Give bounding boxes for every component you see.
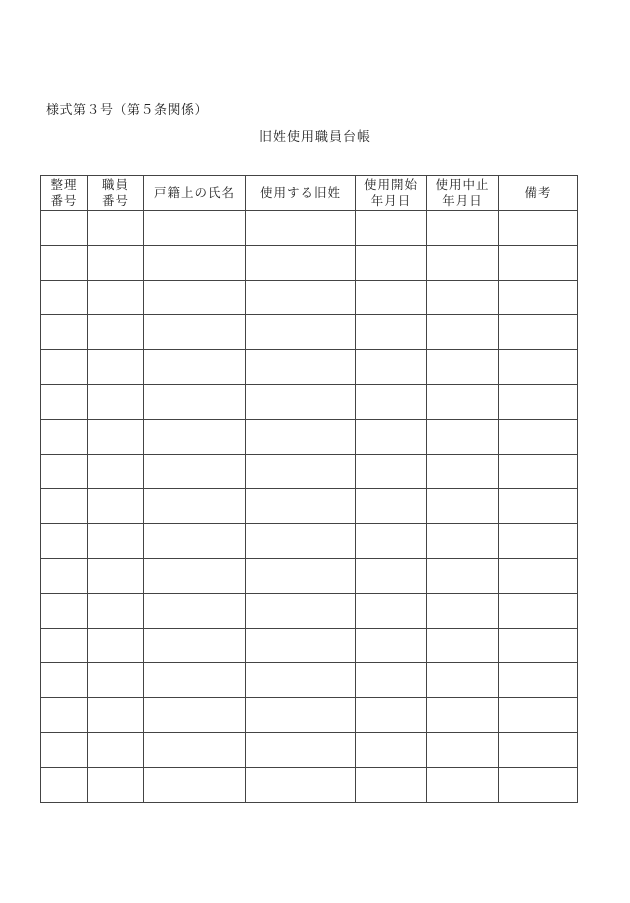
table-row: [41, 628, 578, 663]
header-koseki-name-text: 戸籍上の氏名: [153, 185, 235, 200]
header-row: [41, 176, 578, 211]
table-row: [41, 350, 578, 385]
table-cell: [356, 732, 427, 767]
table-cell: [144, 211, 246, 246]
header-seiri-bango-line1: 整理: [50, 177, 78, 192]
table-cell: [427, 280, 499, 315]
table-cell: [356, 524, 427, 559]
table-cell: [41, 593, 88, 628]
table-cell: [499, 663, 578, 698]
table-cell: [41, 245, 88, 280]
table-cell: [41, 384, 88, 419]
header-shokuin-bango: [88, 176, 144, 211]
table-cell: [41, 558, 88, 593]
header-stop-date-line1: 使用中止: [435, 177, 490, 192]
table-row: [41, 767, 578, 802]
table-cell: [356, 698, 427, 733]
table-cell: [246, 419, 356, 454]
table-cell: [427, 489, 499, 524]
table-cell: [144, 280, 246, 315]
table-cell: [41, 350, 88, 385]
table-cell: [356, 245, 427, 280]
table-cell: [144, 593, 246, 628]
header-stop-date: [427, 176, 499, 211]
table-cell: [427, 628, 499, 663]
table-cell: [246, 211, 356, 246]
table-cell: [144, 489, 246, 524]
header-start-date-line1: 使用開始: [363, 177, 418, 192]
table-cell: [499, 211, 578, 246]
table-cell: [144, 245, 246, 280]
form-number-label: 様式第３号（第５条関係）: [46, 103, 209, 118]
table-cell: [499, 698, 578, 733]
table-cell: [427, 350, 499, 385]
table-cell: [144, 315, 246, 350]
header-seiri-bango-line2: 番号: [50, 193, 78, 208]
table-cell: [246, 558, 356, 593]
table-cell: [88, 663, 144, 698]
header-seiri-bango: [41, 176, 88, 211]
table-row: [41, 593, 578, 628]
table-cell: [499, 454, 578, 489]
table-row: [41, 211, 578, 246]
table-cell: [41, 698, 88, 733]
table-row: [41, 558, 578, 593]
register-table: [40, 175, 578, 803]
table-cell: [499, 628, 578, 663]
table-cell: [246, 593, 356, 628]
table-cell: [88, 628, 144, 663]
table-cell: [88, 698, 144, 733]
table-cell: [88, 593, 144, 628]
table-cell: [88, 245, 144, 280]
table-cell: [144, 524, 246, 559]
table-row: [41, 524, 578, 559]
table-cell: [427, 524, 499, 559]
table-cell: [427, 384, 499, 419]
table-cell: [499, 593, 578, 628]
table-cell: [88, 558, 144, 593]
table-cell: [144, 558, 246, 593]
table-cell: [144, 732, 246, 767]
table-cell: [88, 489, 144, 524]
table-row: [41, 732, 578, 767]
table-cell: [427, 245, 499, 280]
header-start-date: [356, 176, 427, 211]
table-cell: [427, 315, 499, 350]
table-cell: [246, 698, 356, 733]
table-cell: [41, 524, 88, 559]
table-cell: [144, 767, 246, 802]
table-cell: [499, 384, 578, 419]
header-start-date-line2: 年月日: [370, 193, 412, 208]
table-cell: [356, 454, 427, 489]
table-cell: [144, 698, 246, 733]
header-koseki-name: [144, 176, 246, 211]
header-kyusei: [246, 176, 356, 211]
table-cell: [41, 663, 88, 698]
register-body: [41, 211, 578, 803]
table-cell: [427, 732, 499, 767]
table-cell: [88, 384, 144, 419]
table-cell: [88, 280, 144, 315]
table-cell: [88, 524, 144, 559]
table-cell: [356, 558, 427, 593]
document-title: [0, 126, 630, 145]
table-cell: [41, 280, 88, 315]
table-row: [41, 315, 578, 350]
table-cell: [246, 489, 356, 524]
document-title-text: 旧姓使用職員台帳: [258, 130, 371, 145]
table-cell: [356, 211, 427, 246]
table-cell: [246, 280, 356, 315]
table-cell: [41, 489, 88, 524]
table-cell: [427, 558, 499, 593]
table-cell: [41, 628, 88, 663]
table-cell: [246, 315, 356, 350]
header-kyusei-text: 使用する旧姓: [259, 185, 341, 200]
table-cell: [499, 245, 578, 280]
table-cell: [88, 732, 144, 767]
table-cell: [356, 489, 427, 524]
table-cell: [356, 419, 427, 454]
header-shokuin-bango-line1: 職員: [101, 177, 129, 192]
table-cell: [356, 315, 427, 350]
table-cell: [427, 593, 499, 628]
header-stop-date-line2: 年月日: [442, 193, 483, 208]
table-row: [41, 419, 578, 454]
table-row: [41, 245, 578, 280]
table-cell: [88, 315, 144, 350]
table-cell: [41, 454, 88, 489]
table-row: [41, 663, 578, 698]
table-cell: [88, 419, 144, 454]
table-cell: [427, 698, 499, 733]
table-cell: [144, 384, 246, 419]
table-cell: [499, 350, 578, 385]
table-cell: [246, 350, 356, 385]
table-row: [41, 454, 578, 489]
table-row: [41, 489, 578, 524]
table-cell: [246, 663, 356, 698]
table-row: [41, 280, 578, 315]
table-cell: [499, 489, 578, 524]
table-cell: [88, 767, 144, 802]
table-cell: [88, 211, 144, 246]
table-cell: [427, 767, 499, 802]
table-cell: [427, 454, 499, 489]
table-cell: [144, 454, 246, 489]
table-cell: [144, 350, 246, 385]
table-cell: [499, 732, 578, 767]
table-cell: [356, 663, 427, 698]
table-cell: [356, 628, 427, 663]
table-cell: [144, 663, 246, 698]
table-cell: [246, 454, 356, 489]
table-cell: [356, 280, 427, 315]
table-cell: [499, 558, 578, 593]
table-cell: [246, 384, 356, 419]
header-shokuin-bango-line2: 番号: [101, 193, 129, 208]
table-row: [41, 384, 578, 419]
table-cell: [41, 767, 88, 802]
table-cell: [41, 315, 88, 350]
table-cell: [144, 419, 246, 454]
table-cell: [427, 419, 499, 454]
table-row: [41, 698, 578, 733]
table-cell: [246, 524, 356, 559]
table-cell: [427, 663, 499, 698]
table-cell: [41, 211, 88, 246]
table-cell: [246, 732, 356, 767]
table-cell: [246, 767, 356, 802]
table-cell: [41, 732, 88, 767]
table-cell: [499, 524, 578, 559]
table-cell: [427, 211, 499, 246]
table-cell: [356, 350, 427, 385]
table-cell: [499, 419, 578, 454]
table-cell: [499, 767, 578, 802]
table-cell: [356, 384, 427, 419]
table-cell: [88, 454, 144, 489]
table-cell: [246, 245, 356, 280]
table-cell: [88, 350, 144, 385]
table-cell: [144, 628, 246, 663]
table-cell: [356, 767, 427, 802]
table-cell: [41, 419, 88, 454]
table-cell: [499, 315, 578, 350]
table-cell: [246, 628, 356, 663]
table-cell: [356, 593, 427, 628]
header-remarks: [499, 176, 578, 211]
table-cell: [499, 280, 578, 315]
header-remarks-text: 備考: [524, 185, 552, 200]
